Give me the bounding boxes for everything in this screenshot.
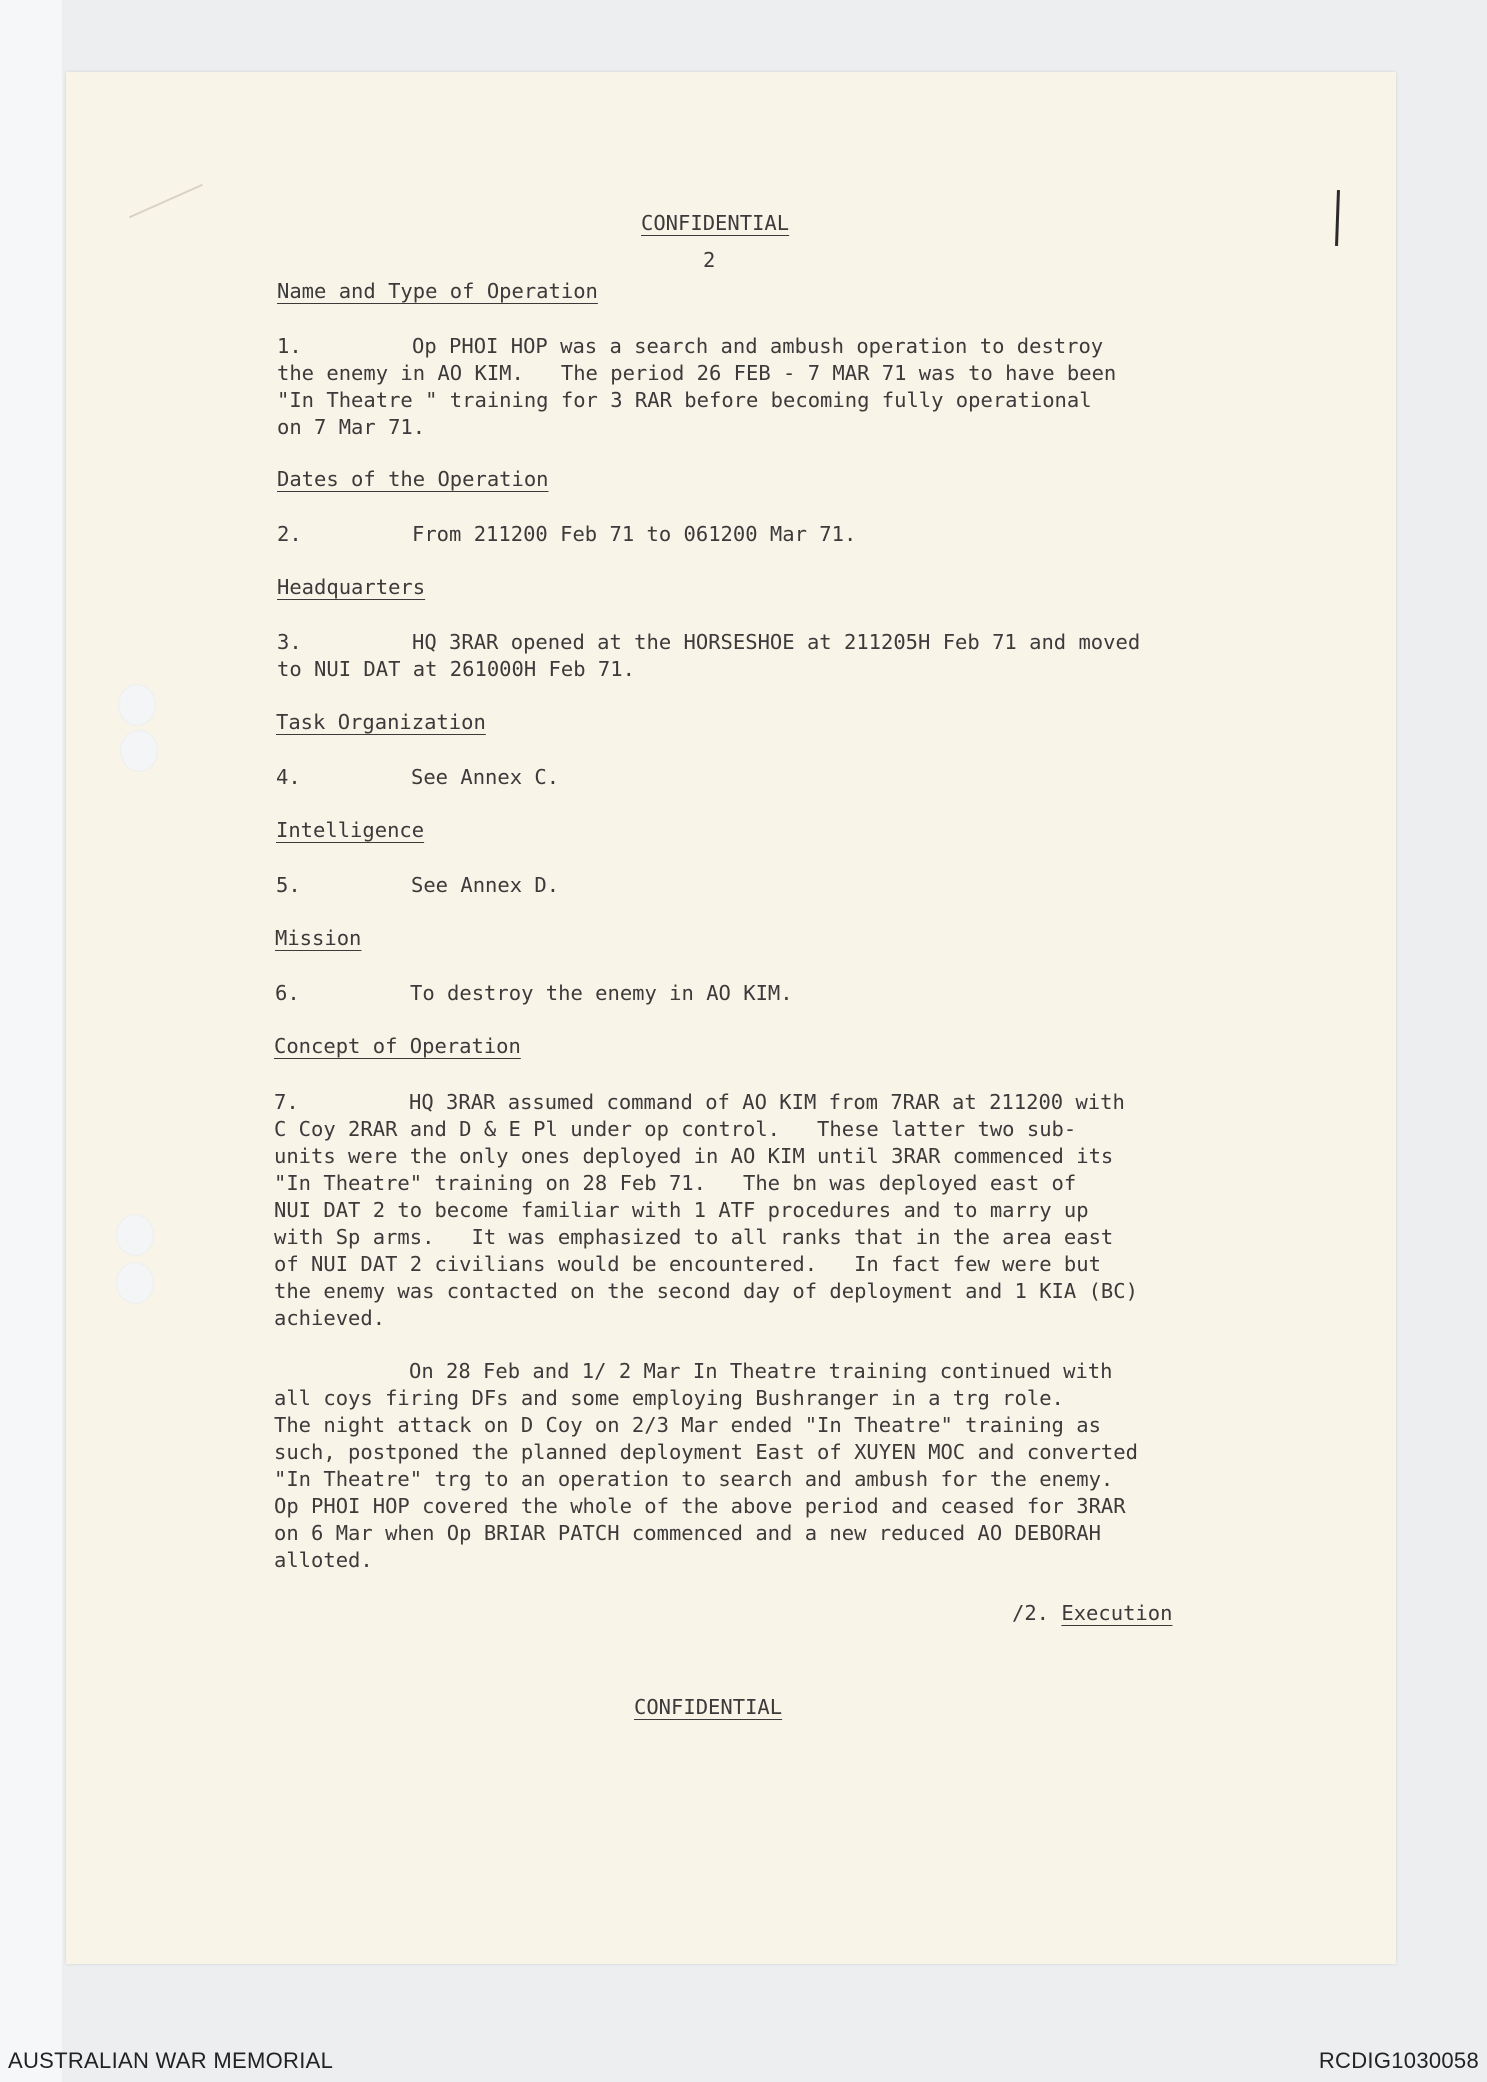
catchword-prefix: /2. <box>1012 1601 1062 1625</box>
paragraph-7-continuation <box>274 1358 1274 1574</box>
paragraph-line: achieved. <box>274 1306 386 1330</box>
paragraph-6 <box>275 980 1275 1007</box>
paragraph-1 <box>277 333 1277 441</box>
paper-scuff <box>129 184 203 218</box>
paragraph-line: all coys firing DFs and some employing Bushranger in a trg role. <box>274 1386 1064 1410</box>
paragraph-number: 2. <box>277 522 302 546</box>
catchword-label: Execution <box>1061 1601 1173 1625</box>
paragraph-line: To destroy the enemy in AO KIM. <box>410 981 793 1005</box>
paragraph-line: C Coy 2RAR and D & E Pl under op control. These latter two sub- <box>274 1117 1077 1141</box>
paragraph-number: 3. <box>277 630 302 654</box>
paragraph-line: "In Theatre " training for 3 RAR before becoming fully operational <box>277 388 1092 412</box>
paragraph-line: "In Theatre" training on 28 Feb 71. The bn was deployed east of <box>274 1171 1077 1195</box>
paragraph-line: with Sp arms. It was emphasized to all ranks that in the area east <box>274 1225 1114 1249</box>
paragraph-5 <box>276 872 1276 899</box>
paragraph-number: 6. <box>275 981 300 1005</box>
paragraph-line: HQ 3RAR assumed command of AO KIM from 7RAR at 211200 with <box>409 1090 1125 1114</box>
paragraph-line: alloted. <box>274 1548 373 1572</box>
paragraph-line: the enemy was contacted on the second day of deployment and 1 KIA (BC) <box>274 1279 1138 1303</box>
paragraph-number: 7. <box>274 1090 299 1114</box>
paragraph-3 <box>277 629 1277 683</box>
paragraph-line: Op PHOI HOP covered the whole of the above period and ceased for 3RAR <box>274 1494 1126 1518</box>
punch-hole <box>118 684 156 726</box>
section-heading: Name and Type of Operation <box>277 279 598 303</box>
paragraph-number: 4. <box>276 765 301 789</box>
section-heading: Intelligence <box>276 818 425 842</box>
classification-footer: CONFIDENTIAL <box>634 1695 783 1719</box>
margin-pen-mark <box>1335 190 1340 246</box>
paragraph-line: The night attack on D Coy on 2/3 Mar ended "In Theatre" training as <box>274 1413 1101 1437</box>
paragraph-line: on 6 Mar when Op BRIAR PATCH commenced and a new reduced AO DEBORAH <box>274 1521 1101 1545</box>
paragraph-line: on 7 Mar 71. <box>277 415 426 439</box>
punch-hole <box>116 1262 154 1304</box>
punch-hole <box>116 1214 154 1256</box>
paragraph-2 <box>277 521 1277 548</box>
classification-header: CONFIDENTIAL <box>641 211 790 235</box>
next-page-catchword <box>1012 1600 1172 1627</box>
punch-hole <box>120 730 158 772</box>
page-number: 2 <box>703 248 716 272</box>
section-heading: Mission <box>275 926 362 950</box>
archive-institution: AUSTRALIAN WAR MEMORIAL <box>8 2048 334 2073</box>
paragraph-line: units were the only ones deployed in AO KIM until 3RAR commenced its <box>274 1144 1114 1168</box>
paragraph-line: On 28 Feb and 1/ 2 Mar In Theatre training continued with <box>409 1359 1113 1383</box>
paragraph-4 <box>276 764 1276 791</box>
paragraph-line: such, postponed the planned deployment East of XUYEN MOC and converted <box>274 1440 1138 1464</box>
paragraph-line: NUI DAT 2 to become familiar with 1 ATF procedures and to marry up <box>274 1198 1089 1222</box>
paragraph-line: the enemy in AO KIM. The period 26 FEB - 7 MAR 71 was to have been <box>277 361 1117 385</box>
paragraph-7 <box>274 1089 1274 1332</box>
section-heading: Headquarters <box>277 575 426 599</box>
section-heading: Dates of the Operation <box>277 467 549 491</box>
paragraph-line: HQ 3RAR opened at the HORSESHOE at 211205H Feb 71 and moved <box>412 630 1141 654</box>
paragraph-line: to NUI DAT at 261000H Feb 71. <box>277 657 635 681</box>
paragraph-line: See Annex D. <box>411 873 560 897</box>
paragraph-line: See Annex C. <box>411 765 560 789</box>
paragraph-line: "In Theatre" trg to an operation to search and ambush for the enemy. <box>274 1467 1114 1491</box>
section-heading: Task Organization <box>276 710 486 734</box>
paragraph-line: of NUI DAT 2 civilians would be encountered. In fact few were but <box>274 1252 1101 1276</box>
scan-left-margin <box>0 0 62 2082</box>
paragraph-line: From 211200 Feb 71 to 061200 Mar 71. <box>412 522 857 546</box>
archive-id: RCDIG1030058 <box>1318 2048 1479 2073</box>
section-heading: Concept of Operation <box>274 1034 521 1058</box>
paragraph-number: 5. <box>276 873 301 897</box>
paragraph-number: 1. <box>277 334 302 358</box>
paragraph-line: Op PHOI HOP was a search and ambush operation to destroy <box>412 334 1104 358</box>
